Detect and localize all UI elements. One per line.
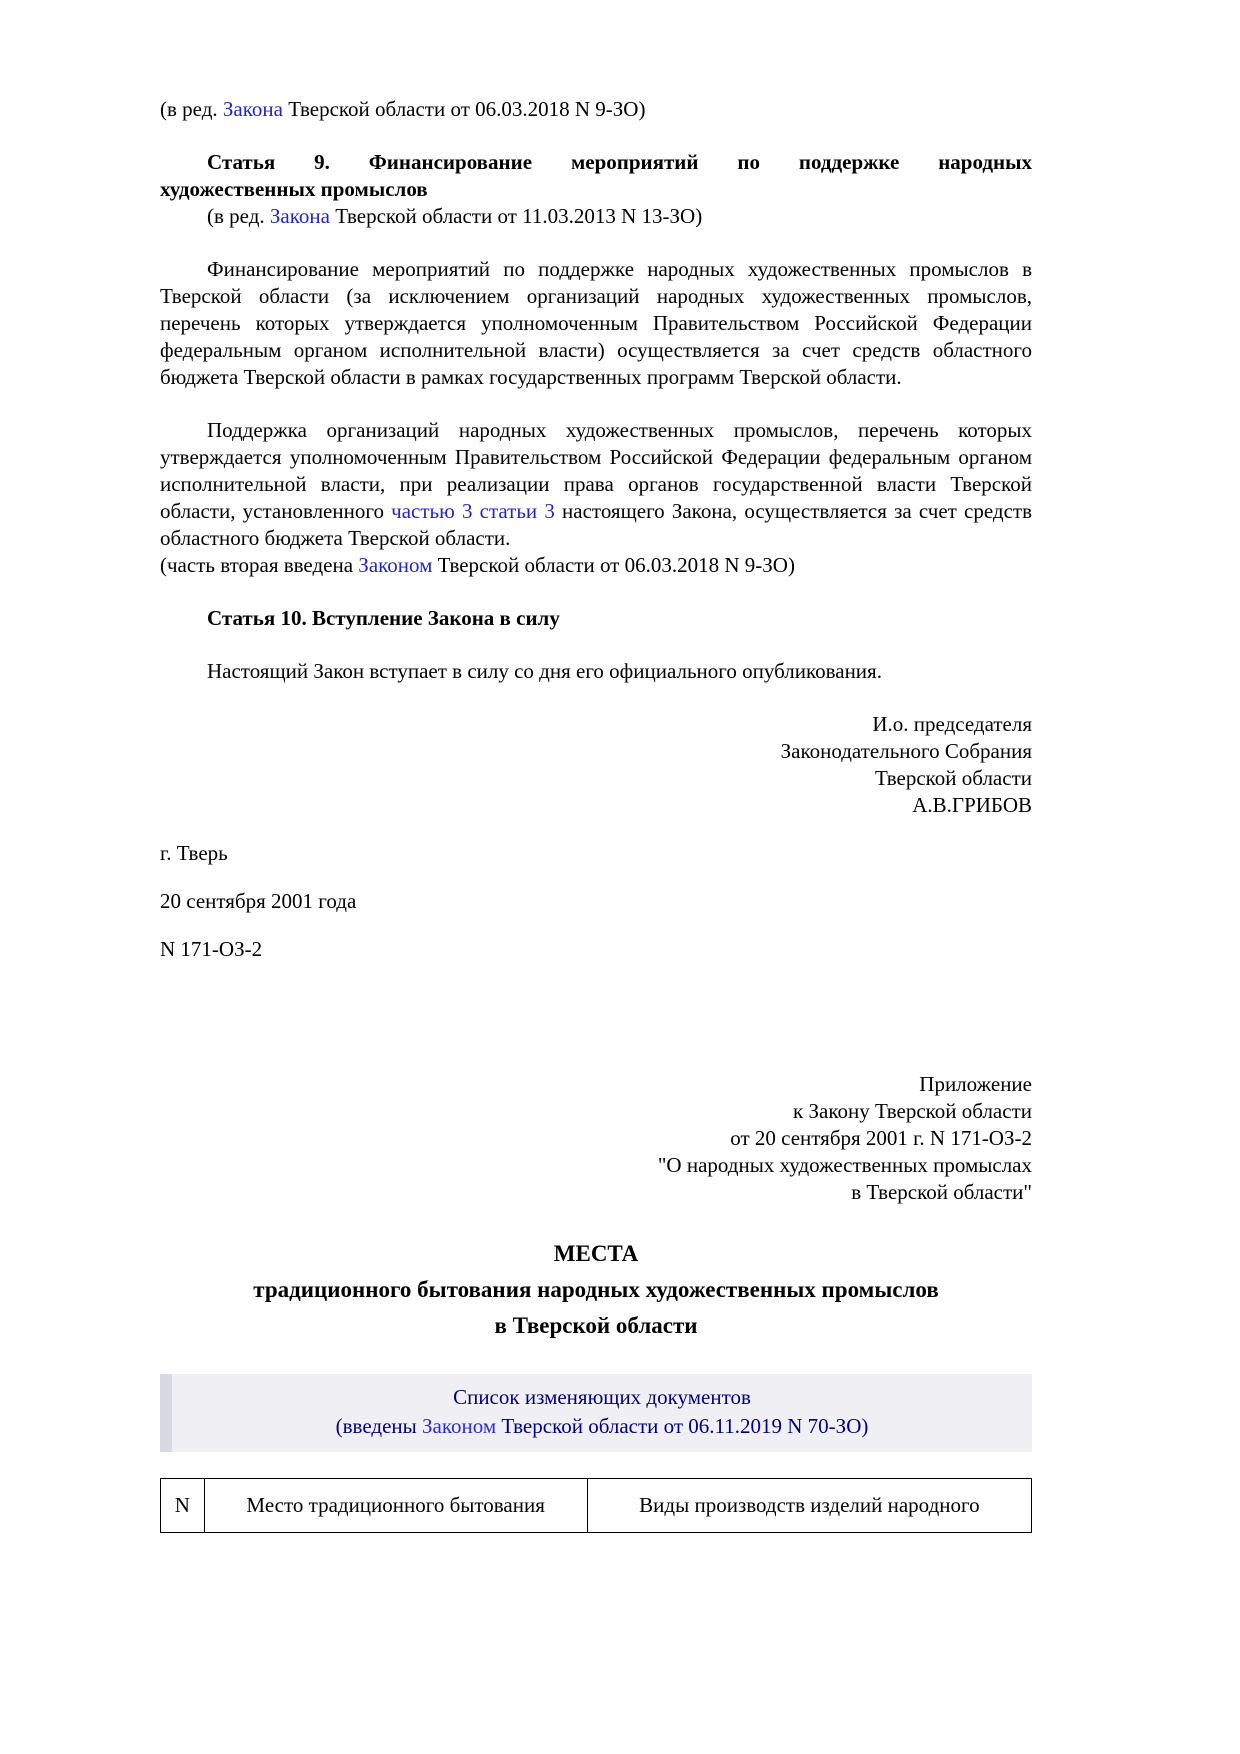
amendment-text: Тверской области от 06.03.2018 N 9-ЗО): [282, 97, 646, 121]
signature-line: Законодательного Собрания: [780, 739, 1032, 763]
infobox-subtitle: [182, 1412, 1022, 1441]
annex-line: "О народных художественных промыслах: [657, 1153, 1032, 1177]
law-number: N 171-ОЗ-2: [160, 937, 263, 961]
annex-line: Приложение: [919, 1072, 1032, 1096]
paragraph-text: Поддержка организаций народных художественных промыслов, перечень которых утверждается уполномоченным Правительством Российской Федерации федеральным органом исполнительной власти, при реализации права органов государственной власти Тверской области, установленного: [160, 418, 1032, 523]
signature-block: [160, 711, 1032, 819]
amendment-text: (в ред.: [207, 204, 270, 228]
table-header-row: [161, 1479, 1032, 1533]
infobox-title: Список изменяющих документов: [453, 1385, 751, 1409]
article-9-paragraph-1: Финансирование мероприятий по поддержке народных художественных промыслов в Тверской области (за исключением организаций народных художественных промыслов, перечень которых утверждается уполномоченным Правительством Российской Федерации федеральным органом исполнительной власти) осуществляется за счет средств областного бюджета Тверской области в рамках государственных программ Тверской области.: [160, 257, 1032, 389]
article-9-paragraph-2: [160, 417, 1032, 552]
annex-title-line1: МЕСТА: [553, 1241, 639, 1266]
infobox-text: (введены: [335, 1414, 422, 1438]
law-link[interactable]: Закона: [222, 97, 283, 121]
law-link[interactable]: Законом: [358, 553, 433, 577]
article-10-paragraph: Настоящий Закон вступает в силу со дня его официального опубликования.: [207, 659, 882, 683]
amendment-text: (часть вторая введена: [160, 553, 359, 577]
amendment-text: Тверской области от 06.03.2018 N 9-ЗО): [432, 553, 795, 577]
table-header-number: N: [161, 1479, 205, 1533]
amendment-note-top: [160, 96, 1032, 123]
signature-line: Тверской области: [874, 766, 1032, 790]
infobox-text: Тверской области от 06.11.2019 N 70-ЗО): [496, 1414, 869, 1438]
table-header-kinds: Виды производств изделий народного: [587, 1479, 1031, 1533]
annex-line: к Закону Тверской области: [793, 1099, 1032, 1123]
amendment-text: (в ред.: [160, 97, 223, 121]
annex-line: в Тверской области": [851, 1180, 1032, 1204]
places-table: [160, 1478, 1032, 1533]
annex-title: [160, 1236, 1032, 1344]
signing-city: г. Тверь: [160, 841, 228, 865]
amendment-note-article9: [160, 203, 1032, 230]
annex-reference-block: [160, 1071, 1032, 1206]
article-9-heading: [160, 149, 1032, 203]
article-10-heading: Статья 10. Вступление Закона в силу: [207, 606, 560, 630]
annex-title-line2: традиционного бытования народных художественных промыслов: [253, 1277, 939, 1302]
signature-name: А.В.ГРИБОВ: [912, 793, 1032, 817]
amendment-note-part2: [160, 552, 1032, 579]
amendment-text: Тверской области от 11.03.2013 N 13-ЗО): [329, 204, 703, 228]
article-9-heading-line2: художественных промыслов: [160, 177, 428, 201]
article-9-heading-line1: Статья 9. Финансирование мероприятий по поддержке народных: [207, 150, 1032, 174]
amending-documents-infobox: [160, 1374, 1032, 1452]
annex-title-line3: в Тверской области: [494, 1313, 698, 1338]
paragraph-text: настоящего Закона, осуществляется за счет средств областного бюджета Тверской области.: [160, 499, 1032, 550]
table-header-place: Место традиционного бытования: [204, 1479, 587, 1533]
signature-line: И.о. председателя: [872, 712, 1032, 736]
annex-line: от 20 сентября 2001 г. N 171-ОЗ-2: [730, 1126, 1032, 1150]
law-link[interactable]: Закона: [269, 204, 330, 228]
article-3-part-3-link[interactable]: частью 3 статьи 3: [391, 499, 555, 523]
signing-date: 20 сентября 2001 года: [160, 889, 357, 913]
law-link[interactable]: Законом: [422, 1414, 497, 1438]
